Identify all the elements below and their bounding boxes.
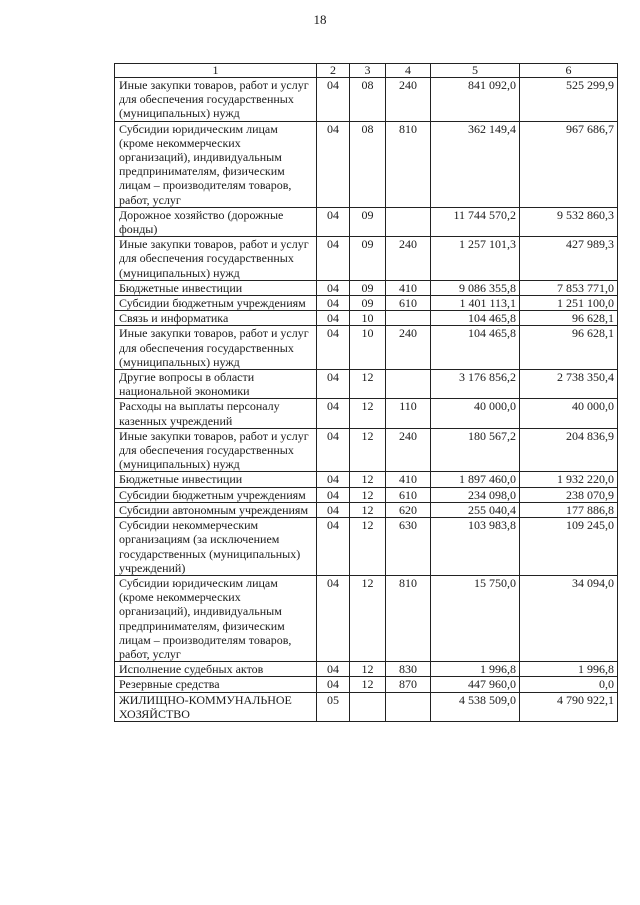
cell-section: 04 xyxy=(317,575,350,661)
cell-section: 04 xyxy=(317,280,350,295)
cell-name: Иные закупки товаров, работ и услуг для обеспечения государственных (муниципальных) нужд xyxy=(115,237,317,281)
cell-sum-year-1: 4 538 509,0 xyxy=(431,692,520,721)
cell-sum-year-2: 40 000,0 xyxy=(520,399,618,428)
table-row xyxy=(115,399,618,428)
cell-sum-year-2: 525 299,9 xyxy=(520,78,618,122)
cell-sum-year-2: 7 853 771,0 xyxy=(520,280,618,295)
column-header-section: 2 xyxy=(317,64,350,78)
cell-expense-type: 630 xyxy=(386,518,431,576)
cell-sum-year-2: 0,0 xyxy=(520,677,618,692)
cell-section: 04 xyxy=(317,296,350,311)
cell-sum-year-2: 1 932 220,0 xyxy=(520,472,618,487)
cell-subsection: 12 xyxy=(350,370,386,399)
cell-name: Резервные средства xyxy=(115,677,317,692)
cell-name: Бюджетные инвестиции xyxy=(115,280,317,295)
cell-subsection: 12 xyxy=(350,472,386,487)
cell-name: Субсидии бюджетным учреждениям xyxy=(115,296,317,311)
cell-subsection: 08 xyxy=(350,78,386,122)
cell-sum-year-2: 238 070,9 xyxy=(520,487,618,502)
cell-subsection: 12 xyxy=(350,518,386,576)
cell-sum-year-2: 96 628,1 xyxy=(520,326,618,370)
cell-section: 04 xyxy=(317,677,350,692)
cell-sum-year-2: 9 532 860,3 xyxy=(520,207,618,236)
cell-expense-type: 240 xyxy=(386,78,431,122)
cell-name: Субсидии автономным учреждениям xyxy=(115,502,317,517)
table-row xyxy=(115,662,618,677)
cell-sum-year-1: 104 465,8 xyxy=(431,311,520,326)
cell-subsection: 10 xyxy=(350,326,386,370)
cell-expense-type: 810 xyxy=(386,575,431,661)
cell-section: 04 xyxy=(317,518,350,576)
cell-expense-type: 870 xyxy=(386,677,431,692)
cell-expense-type: 240 xyxy=(386,326,431,370)
cell-sum-year-1: 841 092,0 xyxy=(431,78,520,122)
cell-expense-type: 240 xyxy=(386,428,431,472)
cell-name: Субсидии бюджетным учреждениям xyxy=(115,487,317,502)
cell-subsection: 09 xyxy=(350,280,386,295)
cell-sum-year-1: 3 176 856,2 xyxy=(431,370,520,399)
cell-name: Другие вопросы в области национальной экономики xyxy=(115,370,317,399)
cell-sum-year-1: 234 098,0 xyxy=(431,487,520,502)
cell-sum-year-2: 427 989,3 xyxy=(520,237,618,281)
cell-section: 04 xyxy=(317,370,350,399)
cell-section: 04 xyxy=(317,662,350,677)
cell-name: Связь и информатика xyxy=(115,311,317,326)
cell-name: Расходы на выплаты персоналу казенных учреждений xyxy=(115,399,317,428)
cell-sum-year-1: 1 401 113,1 xyxy=(431,296,520,311)
cell-section: 04 xyxy=(317,121,350,207)
cell-name: Субсидии некоммерческим организациям (за исключением государственных (муниципальных) учреждений) xyxy=(115,518,317,576)
table-row xyxy=(115,502,618,517)
cell-expense-type: 830 xyxy=(386,662,431,677)
table-row xyxy=(115,311,618,326)
cell-expense-type: 410 xyxy=(386,280,431,295)
cell-section: 04 xyxy=(317,311,350,326)
cell-section: 04 xyxy=(317,487,350,502)
table-row xyxy=(115,370,618,399)
cell-section: 04 xyxy=(317,428,350,472)
cell-expense-type xyxy=(386,370,431,399)
cell-section: 04 xyxy=(317,207,350,236)
cell-expense-type: 110 xyxy=(386,399,431,428)
cell-sum-year-2: 34 094,0 xyxy=(520,575,618,661)
cell-section: 04 xyxy=(317,502,350,517)
cell-section: 04 xyxy=(317,472,350,487)
cell-sum-year-2: 109 245,0 xyxy=(520,518,618,576)
cell-sum-year-1: 15 750,0 xyxy=(431,575,520,661)
cell-sum-year-1: 1 897 460,0 xyxy=(431,472,520,487)
cell-section: 05 xyxy=(317,692,350,721)
cell-sum-year-1: 180 567,2 xyxy=(431,428,520,472)
cell-subsection: 12 xyxy=(350,502,386,517)
table-row xyxy=(115,296,618,311)
cell-subsection: 09 xyxy=(350,237,386,281)
table-row xyxy=(115,428,618,472)
cell-subsection: 12 xyxy=(350,428,386,472)
cell-expense-type: 240 xyxy=(386,237,431,281)
cell-sum-year-1: 447 960,0 xyxy=(431,677,520,692)
cell-subsection: 12 xyxy=(350,487,386,502)
table-row xyxy=(115,326,618,370)
cell-sum-year-1: 103 983,8 xyxy=(431,518,520,576)
cell-sum-year-2: 204 836,9 xyxy=(520,428,618,472)
cell-expense-type xyxy=(386,311,431,326)
cell-subsection: 09 xyxy=(350,296,386,311)
table-row xyxy=(115,472,618,487)
table-row xyxy=(115,121,618,207)
table-row xyxy=(115,487,618,502)
cell-name: ЖИЛИЩНО-КОММУНАЛЬНОЕ ХОЗЯЙСТВО xyxy=(115,692,317,721)
header-row xyxy=(115,64,618,78)
table-row xyxy=(115,280,618,295)
table-row xyxy=(115,518,618,576)
column-header-expense-type: 4 xyxy=(386,64,431,78)
cell-expense-type xyxy=(386,692,431,721)
cell-name: Иные закупки товаров, работ и услуг для обеспечения государственных (муниципальных) нужд xyxy=(115,78,317,122)
page-number: 18 xyxy=(313,12,327,27)
cell-sum-year-1: 1 996,8 xyxy=(431,662,520,677)
table-row xyxy=(115,237,618,281)
cell-subsection: 10 xyxy=(350,311,386,326)
column-header-name: 1 xyxy=(115,64,317,78)
cell-subsection: 12 xyxy=(350,399,386,428)
cell-subsection: 12 xyxy=(350,575,386,661)
cell-expense-type: 810 xyxy=(386,121,431,207)
table-row xyxy=(115,575,618,661)
cell-subsection: 12 xyxy=(350,677,386,692)
cell-sum-year-1: 40 000,0 xyxy=(431,399,520,428)
cell-sum-year-2: 177 886,8 xyxy=(520,502,618,517)
cell-section: 04 xyxy=(317,326,350,370)
cell-subsection: 08 xyxy=(350,121,386,207)
cell-section: 04 xyxy=(317,237,350,281)
table-row xyxy=(115,692,618,721)
cell-name: Бюджетные инвестиции xyxy=(115,472,317,487)
cell-expense-type xyxy=(386,207,431,236)
column-header-subsection: 3 xyxy=(350,64,386,78)
column-header-sum-year-1: 5 xyxy=(431,64,520,78)
cell-sum-year-1: 104 465,8 xyxy=(431,326,520,370)
cell-sum-year-1: 255 040,4 xyxy=(431,502,520,517)
budget-table xyxy=(114,63,618,722)
cell-sum-year-2: 4 790 922,1 xyxy=(520,692,618,721)
cell-sum-year-1: 362 149,4 xyxy=(431,121,520,207)
table-row xyxy=(115,78,618,122)
cell-sum-year-1: 9 086 355,8 xyxy=(431,280,520,295)
cell-sum-year-2: 967 686,7 xyxy=(520,121,618,207)
cell-sum-year-1: 11 744 570,2 xyxy=(431,207,520,236)
table-row xyxy=(115,677,618,692)
table-row xyxy=(115,207,618,236)
cell-expense-type: 610 xyxy=(386,296,431,311)
cell-expense-type: 410 xyxy=(386,472,431,487)
cell-sum-year-2: 1 251 100,0 xyxy=(520,296,618,311)
cell-subsection xyxy=(350,692,386,721)
cell-name: Субсидии юридическим лицам (кроме некоммерческих организаций), индивидуальным предпринимателям, физическим лицам – производителям товаров, работ, услуг xyxy=(115,121,317,207)
cell-section: 04 xyxy=(317,399,350,428)
cell-sum-year-2: 2 738 350,4 xyxy=(520,370,618,399)
cell-name: Иные закупки товаров, работ и услуг для обеспечения государственных (муниципальных) нужд xyxy=(115,326,317,370)
cell-sum-year-2: 96 628,1 xyxy=(520,311,618,326)
cell-subsection: 09 xyxy=(350,207,386,236)
cell-sum-year-2: 1 996,8 xyxy=(520,662,618,677)
cell-expense-type: 620 xyxy=(386,502,431,517)
cell-section: 04 xyxy=(317,78,350,122)
cell-name: Исполнение судебных актов xyxy=(115,662,317,677)
cell-subsection: 12 xyxy=(350,662,386,677)
table-body xyxy=(115,78,618,722)
column-header-sum-year-2: 6 xyxy=(520,64,618,78)
cell-name: Дорожное хозяйство (дорожные фонды) xyxy=(115,207,317,236)
cell-expense-type: 610 xyxy=(386,487,431,502)
cell-name: Субсидии юридическим лицам (кроме некоммерческих организаций), индивидуальным предпринимателям, физическим лицам – производителям товаров, работ, услуг xyxy=(115,575,317,661)
cell-name: Иные закупки товаров, работ и услуг для обеспечения государственных (муниципальных) нужд xyxy=(115,428,317,472)
cell-sum-year-1: 1 257 101,3 xyxy=(431,237,520,281)
